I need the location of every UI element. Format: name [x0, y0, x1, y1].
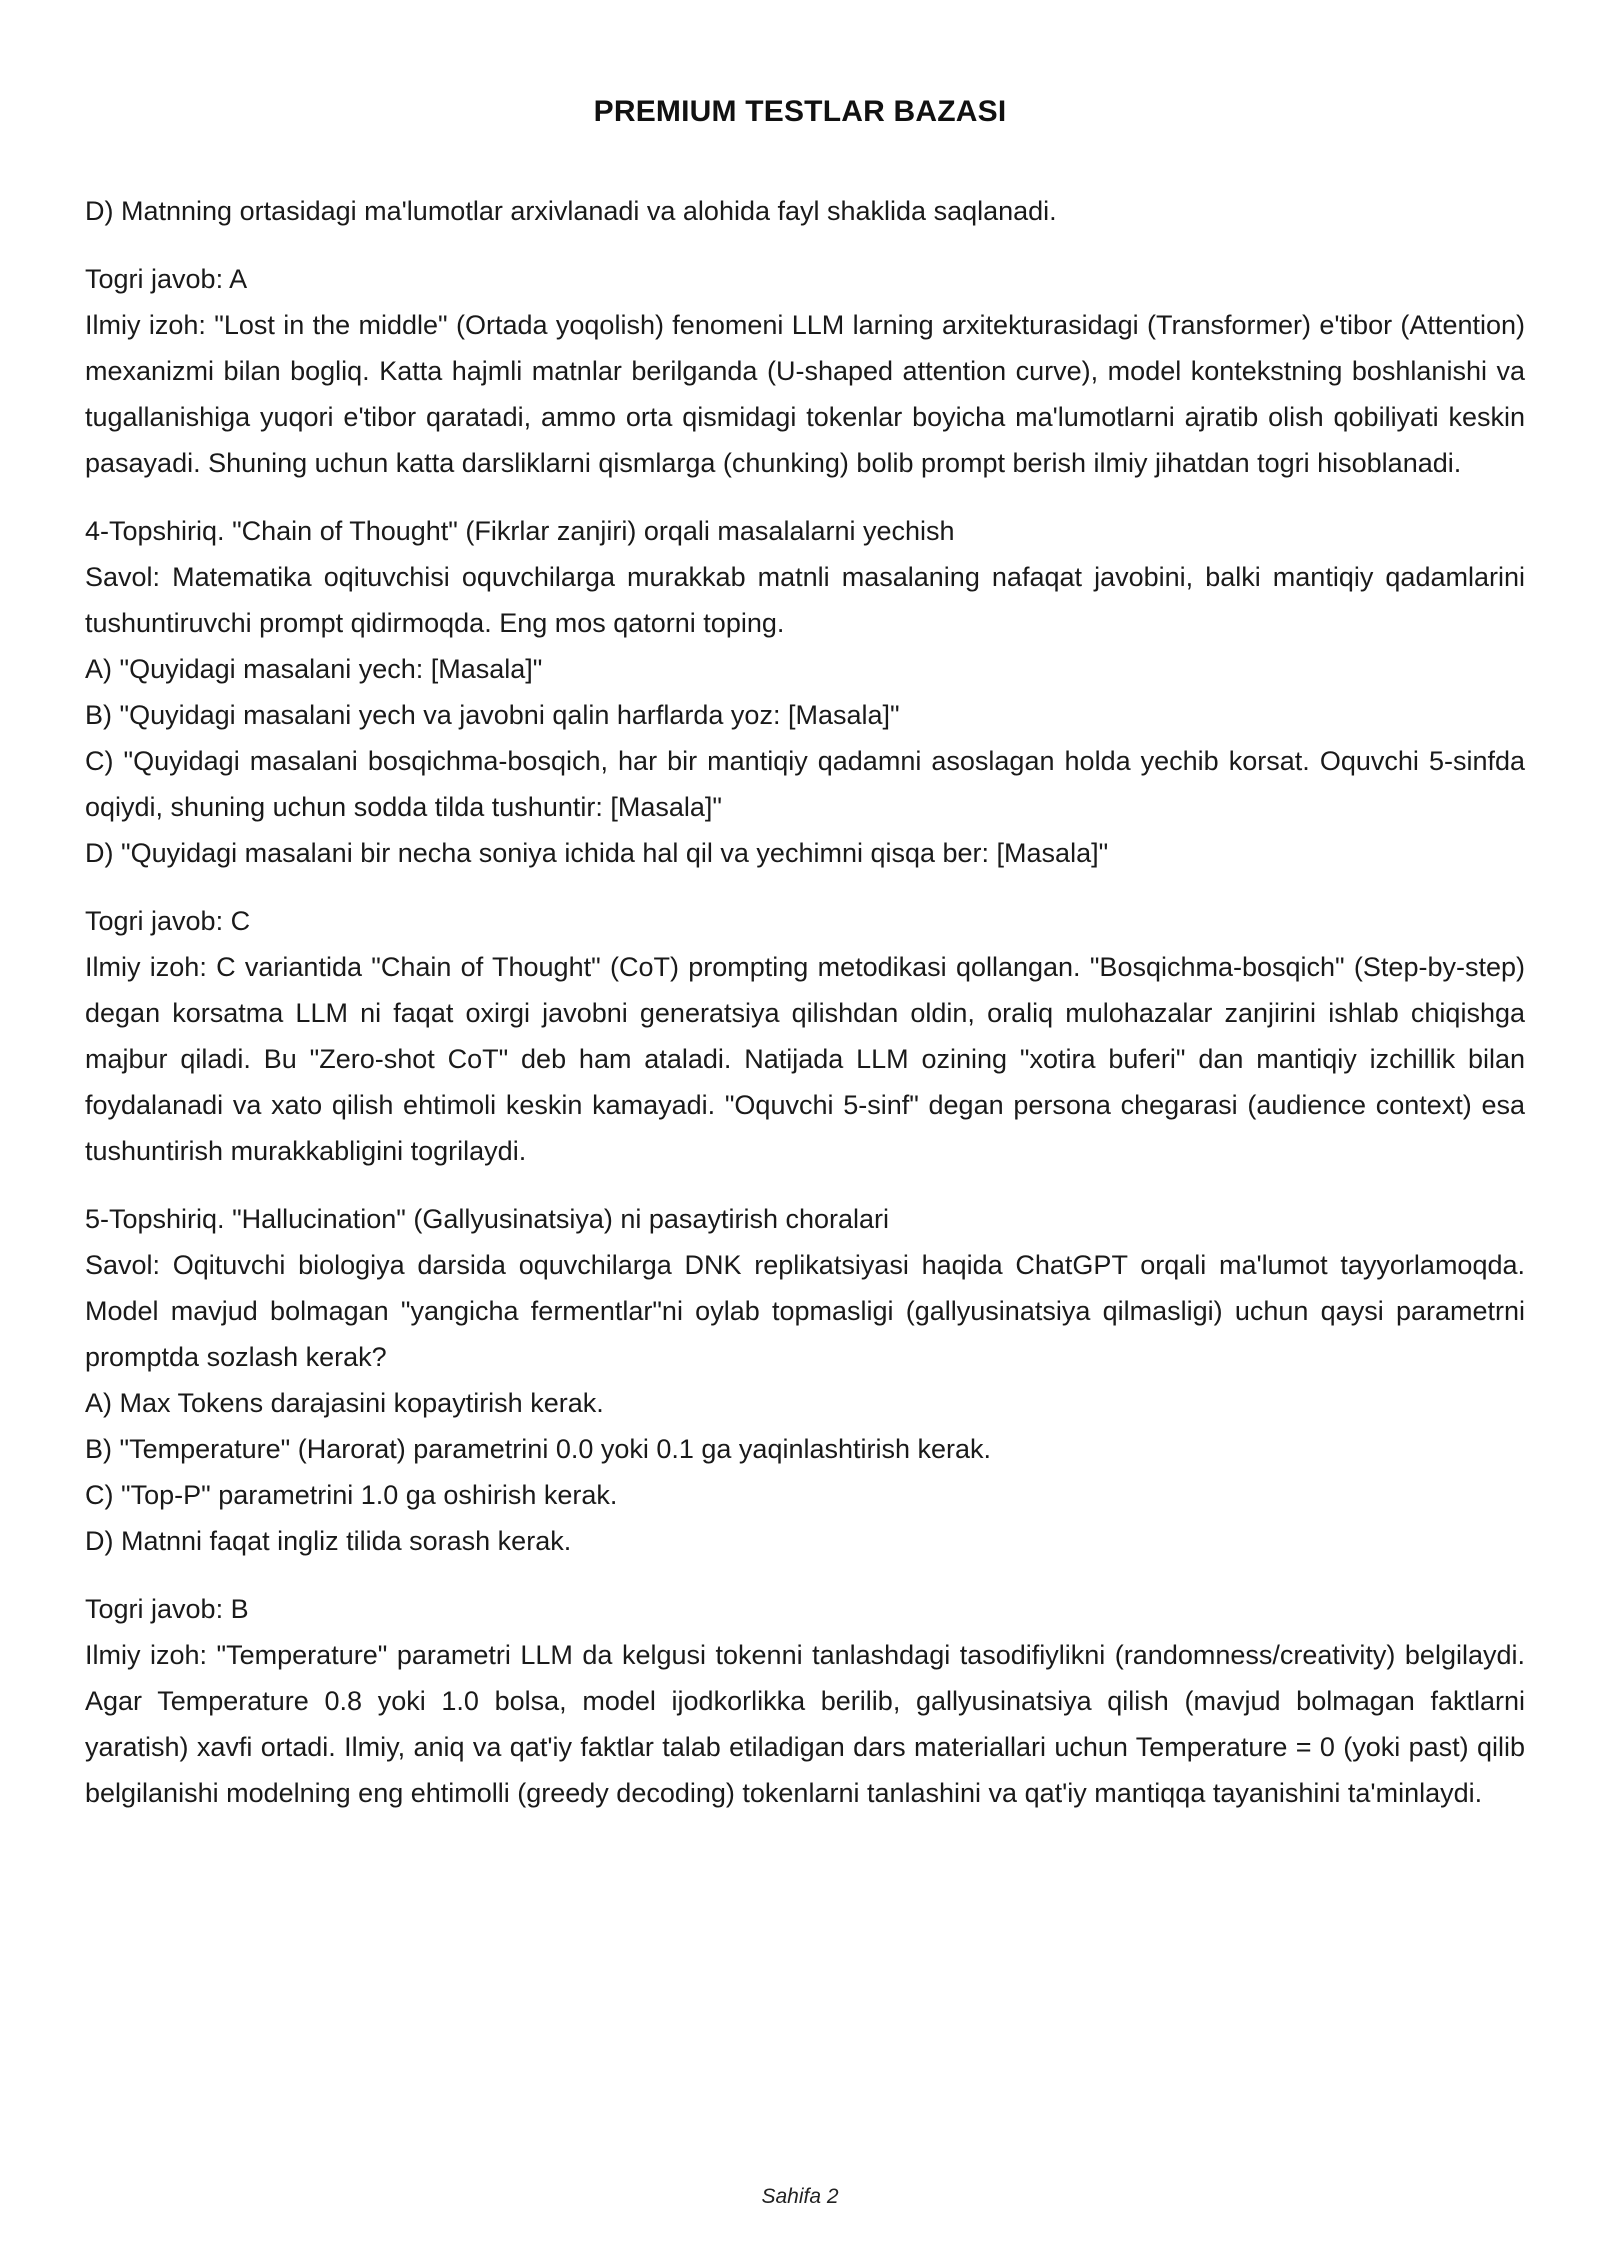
- option-b: B) "Quyidagi masalani yech va javobni qalin harflarda yoz: [Masala]": [85, 700, 900, 730]
- task-question: Savol: Oqituvchi biologiya darsida oquvchilarga DNK replikatsiyasi haqida ChatGPT orqali ma'lumot tayyorlamoqda. Model mavjud bolmagan "yangicha fermentlar"ni oylab topmasligi (gallyusinatsiya qilmasligi) uchun qaysi parametrni promptda sozlash kerak?: [85, 1250, 1525, 1372]
- task-block-5: [85, 1196, 1525, 1564]
- option-d-text: D) Matnning ortasidagi ma'lumotlar arxivlanadi va alohida fayl shaklida saqlanadi.: [85, 196, 1057, 226]
- option-a: A) "Quyidagi masalani yech: [Masala]": [85, 654, 543, 684]
- correct-answer: Togri javob: B: [85, 1594, 249, 1624]
- correct-answer: Togri javob: C: [85, 906, 251, 936]
- correct-answer: Togri javob: A: [85, 264, 248, 294]
- document-body: [85, 188, 1525, 1838]
- option-c: C) "Quyidagi masalani bosqichma-bosqich, har bir mantiqiy qadamni asoslagan holda yechib korsat. Oquvchi 5-sinfda oqiydi, shuning uchun sodda tilda tushuntir: [Masala]": [85, 746, 1525, 822]
- task-question: Savol: Matematika oqituvchisi oquvchilarga murakkab matnli masalaning nafaqat javobini, balki mantiqiy qadamlarini tushuntiruvchi prompt qidirmoqda. Eng mos qatorni toping.: [85, 562, 1525, 638]
- scientific-explanation: Ilmiy izoh: "Lost in the middle" (Ortada yoqolish) fenomeni LLM larning arxitekturasidagi (Transformer) e'tibor (Attention) mexanizmi bilan bogliq. Katta hajmli matnlar berilganda (U-shaped attention curve), model kontekstning boshlanishi va tugallanishiga yuqori e'tibor qaratadi, ammo orta qismidagi tokenlar boyicha ma'lumotlarni ajratib olish qobiliyati keskin pasayadi. Shuning uchun katta darsliklarni qismlarga (chunking) bolib prompt berish ilmiy jihatdan togri hisoblanadi.: [85, 310, 1525, 478]
- option-a: A) Max Tokens darajasini kopaytirish kerak.: [85, 1388, 604, 1418]
- answer-block-3: [85, 256, 1525, 486]
- scientific-explanation: Ilmiy izoh: C variantida "Chain of Thought" (CoT) prompting metodikasi qollangan. "Bosqichma-bosqich" (Step-by-step) degan korsatma LLM ni faqat oxirgi javobni generatsiya qilishdan oldin, oraliq mulohazalar zanjirini ishlab chiqishga majbur qiladi. Bu "Zero-shot CoT" deb ham ataladi. Natijada LLM ozining "xotira buferi" dan mantiqiy izchillik bilan foydalanadi va xato qilish ehtimoli keskin kamayadi. "Oquvchi 5-sinf" degan persona chegarasi (audience context) esa tushuntirish murakkabligini togrilaydi.: [85, 952, 1525, 1166]
- page-title: PREMIUM TESTLAR BAZASI: [593, 95, 1007, 128]
- option-d: D) Matnni faqat ingliz tilida sorash kerak.: [85, 1526, 572, 1556]
- option-continuation-block: [85, 188, 1525, 234]
- scientific-explanation: Ilmiy izoh: "Temperature" parametri LLM da kelgusi tokenni tanlashdagi tasodifiylikni (randomness/creativity) belgilaydi. Agar Temperature 0.8 yoki 1.0 bolsa, model ijodkorlikka berilib, gallyusinatsiya qilish (mavjud bolmagan faktlarni yaratish) xavfi ortadi. Ilmiy, aniq va qat'iy faktlar talab etiladigan dars materiallari uchun Temperature = 0 (yoki past) qilib belgilanishi modelning eng ehtimolli (greedy decoding) tokenlarni tanlashini va qat'iy mantiqqa tayanishini ta'minlaydi.: [85, 1640, 1525, 1808]
- answer-block-4: [85, 898, 1525, 1174]
- task-heading: 4-Topshiriq. "Chain of Thought" (Fikrlar zanjiri) orqali masalalarni yechish: [85, 516, 955, 546]
- page-number: Sahifa 2: [761, 2185, 839, 2208]
- option-d: D) "Quyidagi masalani bir necha soniya ichida hal qil va yechimni qisqa ber: [Masala]": [85, 838, 1109, 868]
- task-heading: 5-Topshiriq. "Hallucination" (Gallyusinatsiya) ni pasaytirish choralari: [85, 1204, 890, 1234]
- task-block-4: [85, 508, 1525, 876]
- option-c: C) "Top-P" parametrini 1.0 ga oshirish kerak.: [85, 1480, 618, 1510]
- option-b: B) "Temperature" (Harorat) parametrini 0.0 yoki 0.1 ga yaqinlashtirish kerak.: [85, 1434, 992, 1464]
- answer-block-5: [85, 1586, 1525, 1816]
